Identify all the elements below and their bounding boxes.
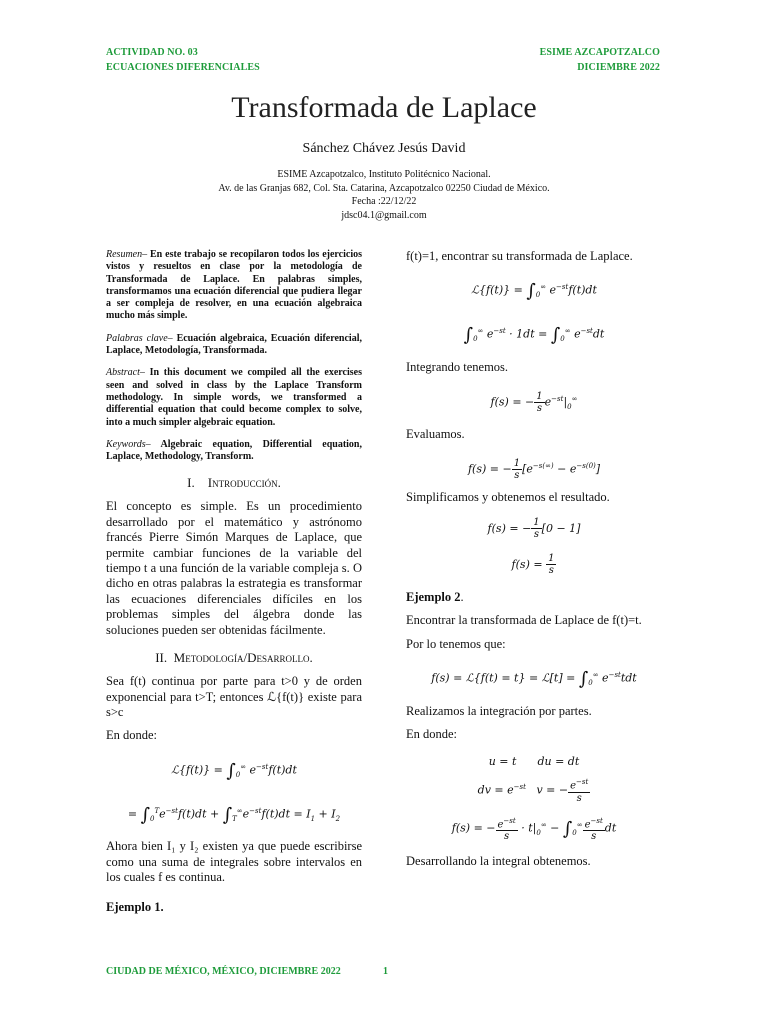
school-name: ESIME AZCAPOTZALCO — [539, 47, 660, 58]
result-equation: f(s) = $\frac{1}{s}$ — [511, 553, 555, 577]
affiliation-email: jdsc04.1@gmail.com — [341, 209, 427, 221]
affiliation-institution: ESIME Azcapotzalco, Instituto Politécnico Nacional. — [277, 169, 491, 180]
ahora-bien-text: Ahora bien I₁ y I₂ existen ya que puede escribirse como una suma de integrales sobre intervalos en los cuales f es continua. — [106, 839, 362, 885]
laplace-definition-equation: ℒ{f(t)} = $\int_0^\infty$ $e^{-st}f(t)dt$ — [171, 760, 297, 782]
simplificamos-label: Simplificamos y obtenemos el resultado. — [406, 490, 610, 505]
palabras-clave-paragraph — [106, 333, 362, 358]
resumen-label: Resumen– — [106, 249, 148, 260]
header-left — [106, 45, 260, 75]
en-donde-label: En donde: — [106, 728, 158, 743]
ejemplo1-laplace-equation: ℒ{f(t)} = $\int_0^\infty$ $e^{-st}f(t)dt$ — [471, 281, 597, 303]
resumen-text: En este trabajo se recopilaron todos los ejercicios vistos y resueltos en clase por la metodología de Transformada de Laplace. En palabras simples, transformamos una ecuación diferencial que pudiera llegar a ser compleja de resolver, en una ecuación algebraica mucho más simple. — [106, 249, 362, 322]
course-name: ECUACIONES DIFERENCIALES — [106, 62, 260, 73]
left-column — [106, 249, 362, 923]
ejemplo-2-heading — [406, 590, 662, 605]
keywords-paragraph — [106, 439, 362, 464]
section-heading-introduccion — [106, 475, 362, 491]
evaluamos-label: Evaluamos. — [406, 427, 465, 442]
ejemplo1-substitution-equation: $\int_0^\infty$ $e^{-st} \cdot 1dt = \int_0^\infty$ $e^{-st}dt$ — [463, 324, 605, 346]
desarrollando-label: Desarrollando la integral obtenemos. — [406, 854, 591, 869]
ejemplo-2-statement: Encontrar la transformada de Laplace de f(t)=t. — [406, 613, 642, 628]
ejemplo-2-label: Ejemplo 2 — [406, 589, 461, 604]
integrated-equation: f(s) = − $\frac{1}{s}$ $e^{-st}|_0^\infty$ — [490, 390, 578, 414]
introduccion-text: El concepto es simple. Es un procedimiento desarrollado por el matemático y astrónomo francés Pierre Simón Marques de Laplace, que permite cambiar funciones de la variable del tiempo t a una función de la variable compleja s. O dicho en otras palabras la estrategia es transformar las ecuaciones diferenciales difíciles en los problemas simples del álgebra donde las soluciones pueden ser obtenidas fácilmente. — [106, 499, 362, 637]
resumen-paragraph — [106, 249, 362, 323]
por-lo-label: Por lo tenemos que: — [406, 636, 506, 651]
footer-location-date: CIUDAD DE MÉXICO, MÉXICO, DICIEMBRE 2022 — [106, 966, 341, 977]
abstract-text: In this document we compiled all the exercises seen and solved in class by the Laplace Transform methodology. In simple words, we transformed a differential equation that could become complex to solve, into a much simpler algebraic equation. — [106, 367, 362, 428]
ejemplo-1-heading: Ejemplo 1. — [106, 899, 164, 914]
metodologia-text: Sea f(t) continua por parte para t>0 y de orden exponencial para t>T; entonces ℒ{f(t)} existe para s>c — [106, 674, 362, 719]
section-title-1: Introducción. — [207, 475, 281, 491]
header-right — [540, 45, 660, 75]
affiliation-date: Fecha :22/12/22 — [351, 196, 417, 207]
paper-title: Transformada de Laplace — [231, 91, 537, 124]
dv-substitution-equation: dv = $e^{-st}$ v = − $\frac{e^{-st}}{s}$ — [477, 778, 589, 804]
ejemplo-2-period: . — [460, 589, 464, 604]
keywords-label: Keywords– — [106, 438, 151, 450]
evaluated-equation: f(s) = − $\frac{1}{s}$ $[e^{-s(\infty)} - e^{-s(0)}]$ — [467, 457, 601, 481]
section-heading-metodologia — [106, 650, 362, 666]
keywords-text: Algebraic equation, Differential equation, Laplace, Methodology, Transform. — [106, 438, 362, 463]
right-column — [406, 249, 662, 878]
page-number: 1 — [383, 966, 388, 977]
palabras-clave-text: Ecuación algebraica, Ecuación diferencial, Laplace, Metodología, Transformada. — [106, 332, 362, 357]
ejemplo-1-statement: f(t)=1, encontrar su transformada de Laplace. — [406, 249, 633, 263]
section-number-1: I. — [187, 475, 195, 491]
activity-number: ACTIVIDAD NO. 03 — [106, 47, 198, 58]
header-date: DICIEMBRE 2022 — [577, 62, 660, 73]
realizamos-label: Realizamos la integración por partes. — [406, 703, 592, 718]
affiliation-address: Av. de las Granjas 682, Col. Sta. Catarina, Azcapotzalco 02250 Ciudad de México. — [218, 182, 550, 194]
integral-split-equation: = $\int_0^Te^{-st}f(t)dt + \int_T^\infty e^{-st}f(t)dt = I_1 + I_2$ — [127, 804, 341, 826]
integrando-label: Integrando tenemos. — [406, 360, 509, 375]
abstract-label: Abstract– — [106, 367, 145, 379]
affiliation-block — [0, 168, 768, 222]
u-substitution-equation: u = t du = dt — [488, 754, 580, 768]
ejemplo2-laplace-equation: f(s) = ℒ{f(t) = t} = ℒ[t] = $\int_0^\infty$ $e^{-st}tdt$ — [431, 668, 637, 690]
section-title-2: Metodología/Desarrollo. — [173, 650, 313, 666]
simplified-equation: f(s) = − $\frac{1}{s}$ [0 − 1] — [487, 517, 581, 541]
author-name: Sánchez Chávez Jesús David — [302, 141, 466, 156]
integration-by-parts-equation: f(s) = − $\frac{e^{-st}}{s}$ · $t|_0^\infty - \int_0^\infty$ $\frac{e^{-st}}{s}$ dt — [451, 816, 617, 843]
en-donde-label-2: En donde: — [406, 727, 458, 742]
section-number-2: II. — [155, 650, 168, 666]
abstract-paragraph — [106, 367, 362, 428]
palabras-clave-label: Palabras clave– — [106, 332, 173, 344]
